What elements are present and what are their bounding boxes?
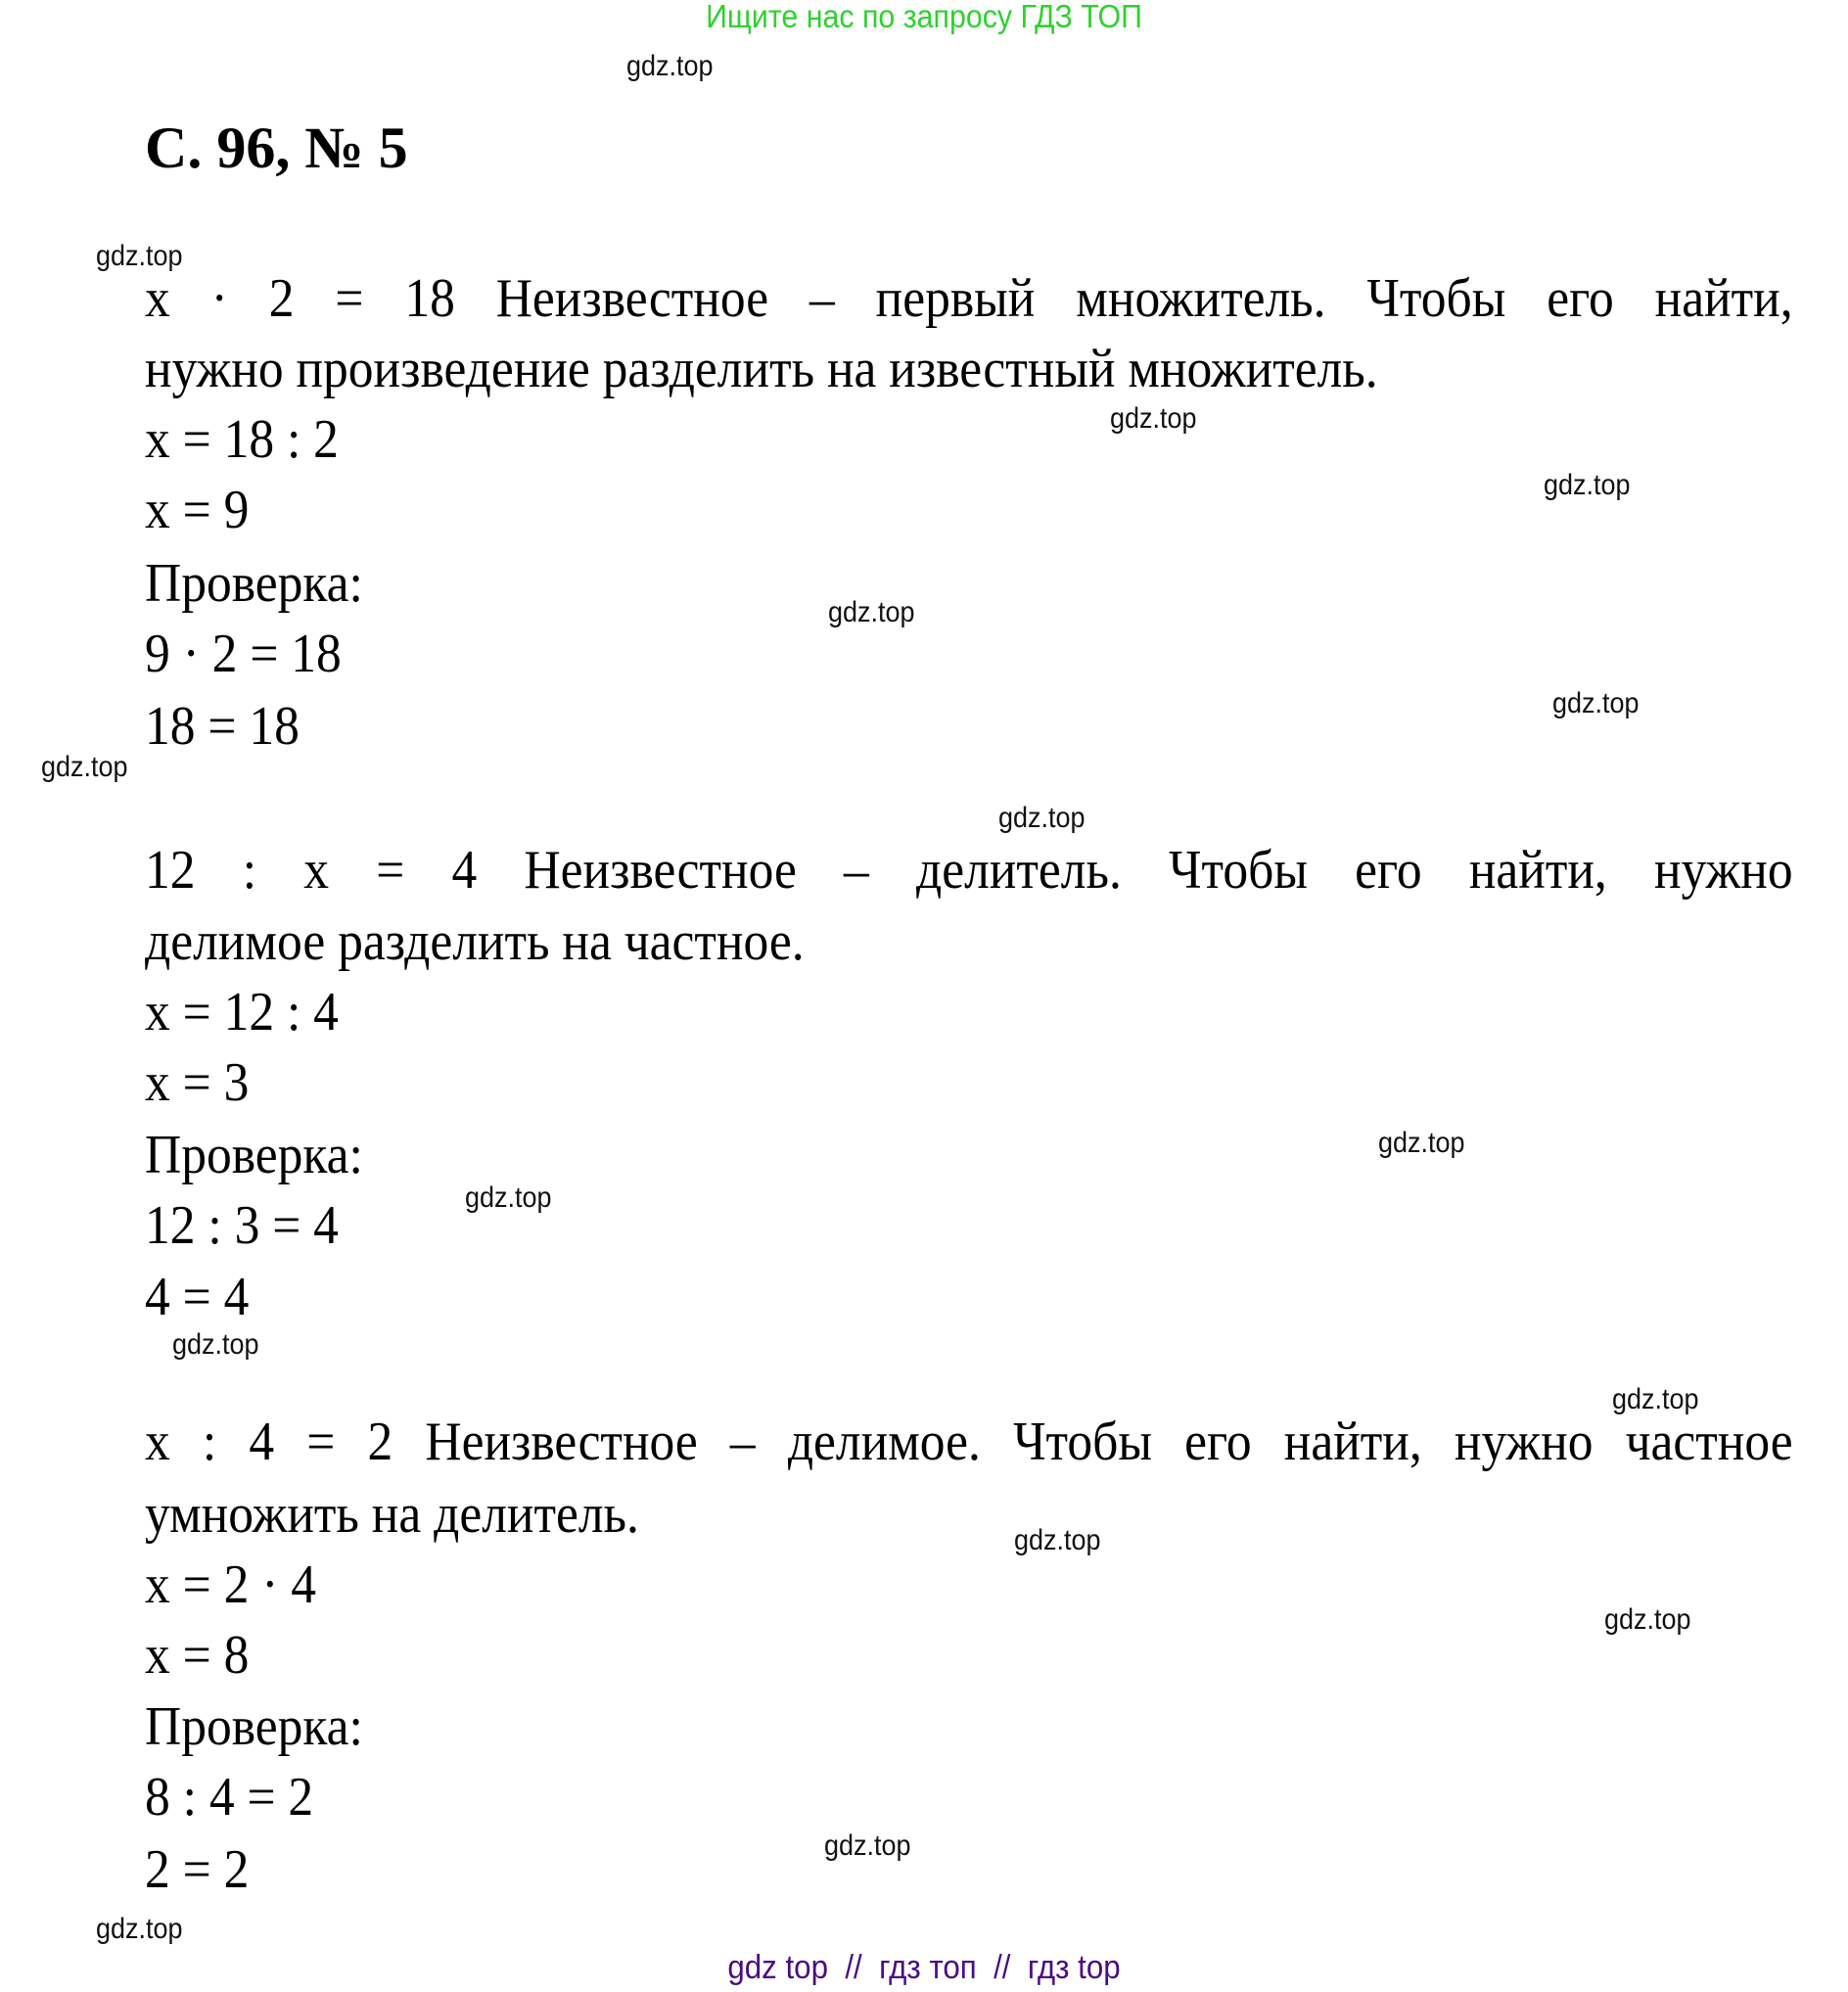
watermark: gdz.top <box>1378 1127 1465 1159</box>
problem-statement-cont: делимое разделить на частное. <box>145 911 805 972</box>
watermark: gdz.top <box>1110 402 1197 435</box>
check-step: 8 : 4 = 2 <box>145 1767 314 1828</box>
check-result: 4 = 4 <box>145 1267 250 1327</box>
problem-statement: x · 2 = 18 Неизвестное – первый множитель. Чтобы его найти, <box>145 268 1793 329</box>
check-label: Проверка: <box>145 553 363 614</box>
check-result: 18 = 18 <box>145 696 300 757</box>
solution-step: x = 18 : 2 <box>145 409 339 470</box>
watermark: gdz.top <box>1014 1524 1101 1556</box>
watermark: gdz.top <box>41 751 128 783</box>
watermark: gdz.top <box>1612 1383 1699 1415</box>
solution-answer: x = 3 <box>145 1052 250 1113</box>
check-label: Проверка: <box>145 1696 363 1757</box>
page-title: С. 96, № 5 <box>145 116 408 180</box>
search-banner: Ищите нас по запросу ГДЗ ТОП <box>706 0 1142 34</box>
watermark: gdz.top <box>1552 687 1640 719</box>
watermark: gdz.top <box>172 1328 259 1361</box>
watermark: gdz.top <box>96 1913 183 1945</box>
watermark: gdz.top <box>626 50 714 82</box>
watermark: gdz.top <box>96 240 183 272</box>
solution-answer: x = 8 <box>145 1625 250 1686</box>
solution-step: x = 12 : 4 <box>145 982 339 1042</box>
problem-statement: 12 : x = 4 Неизвестное – делитель. Чтобы его найти, нужно <box>145 840 1793 901</box>
check-step: 12 : 3 = 4 <box>145 1195 339 1256</box>
problem-statement: x : 4 = 2 Неизвестное – делимое. Чтобы его найти, нужно частное <box>145 1412 1793 1472</box>
check-step: 9 · 2 = 18 <box>145 624 342 684</box>
solution-step: x = 2 · 4 <box>145 1554 317 1615</box>
watermark: gdz.top <box>824 1830 911 1862</box>
watermark: gdz.top <box>465 1181 552 1214</box>
problem-statement-cont: умножить на делитель. <box>145 1484 639 1545</box>
watermark: gdz.top <box>1544 469 1631 501</box>
check-result: 2 = 2 <box>145 1839 250 1900</box>
footer-watermark: gdz top // гдз топ // гдз top <box>727 1949 1121 1986</box>
problem-statement-cont: нужно произведение разделить на известный множитель. <box>145 339 1378 399</box>
check-label: Проверка: <box>145 1125 363 1185</box>
watermark: gdz.top <box>998 802 1086 834</box>
watermark: gdz.top <box>1604 1603 1691 1636</box>
solution-answer: x = 9 <box>145 480 250 540</box>
watermark: gdz.top <box>828 596 915 628</box>
